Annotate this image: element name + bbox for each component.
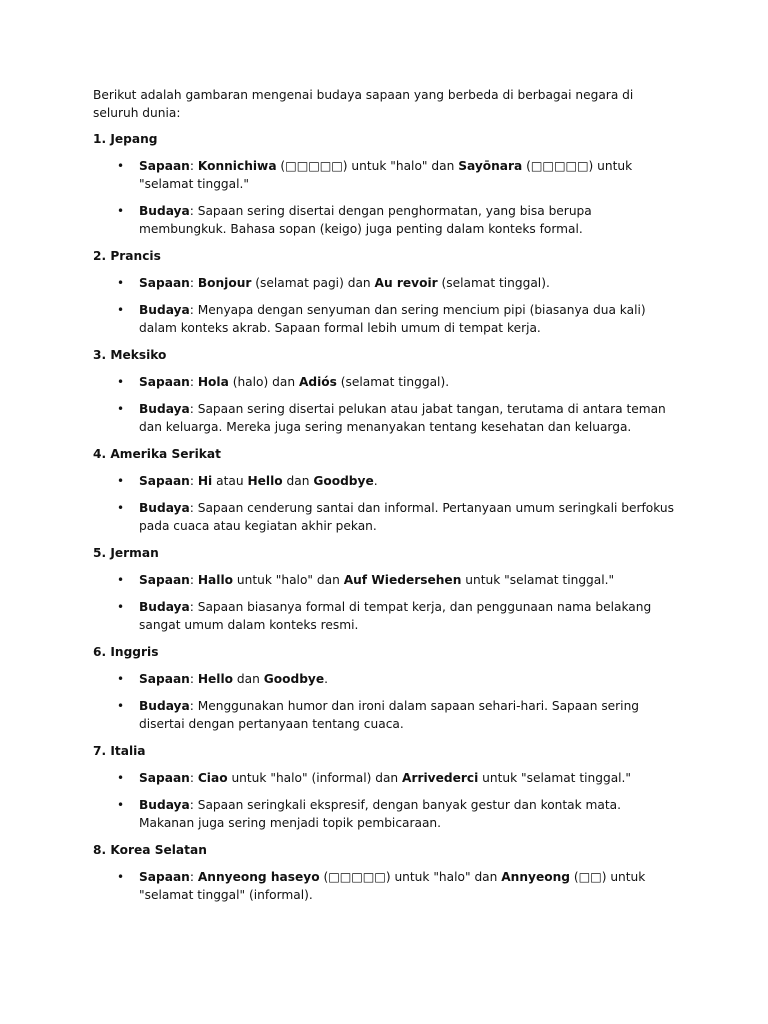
- item-label: Sapaan: [139, 573, 190, 587]
- bullet-list: [93, 472, 676, 535]
- item-text: dan: [233, 672, 264, 686]
- greeting-term: Konnichiwa: [197, 159, 277, 173]
- bullet-icon: •: [117, 501, 125, 515]
- item-text: (selamat pagi) dan: [251, 276, 375, 290]
- section-heading: 2. Prancis: [93, 249, 161, 263]
- bullet-list: [93, 373, 676, 436]
- bullet-icon: •: [117, 474, 125, 488]
- country-section: [93, 841, 676, 904]
- item-text: (selamat tinggal).: [437, 276, 550, 290]
- greeting-term: Goodbye: [263, 672, 325, 686]
- greeting-term: Au revoir: [374, 276, 438, 290]
- greeting-term: Auf Wiedersehen: [343, 573, 462, 587]
- list-item: • Sapaan: Ciao untuk "halo" (informal) dan Arrivederci untuk "selamat tinggal.": [117, 771, 632, 785]
- item-text: Sapaan seringkali ekspresif, dengan banyak gestur dan kontak mata. Makanan juga sering menjadi topik pembicaraan.: [139, 798, 622, 830]
- list-item: • Sapaan: Bonjour (selamat pagi) dan Au revoir (selamat tinggal).: [117, 276, 550, 290]
- item-label: Sapaan: [139, 375, 190, 389]
- item-text: Sapaan sering disertai dengan penghormatan, yang bisa berupa membungkuk. Bahasa sopan (keigo) juga penting dalam konteks formal.: [139, 204, 592, 236]
- bullet-icon: •: [117, 573, 125, 587]
- greeting-term: Bonjour: [197, 276, 252, 290]
- item-text: Sapaan biasanya formal di tempat kerja, dan penggunaan nama belakang sangat umum dalam konteks resmi.: [139, 600, 652, 632]
- list-item: • Budaya: Sapaan biasanya formal di tempat kerja, dan penggunaan nama belakang sangat umum dalam konteks resmi.: [117, 600, 652, 632]
- item-label: Sapaan: [139, 276, 190, 290]
- country-section: [93, 544, 676, 634]
- item-text: (□□□□□) untuk "halo" dan: [319, 870, 502, 884]
- item-text: (□□) untuk "selamat tinggal" (informal).: [139, 870, 646, 902]
- greeting-term: Hallo: [197, 573, 233, 587]
- list-item: • Sapaan: Konnichiwa (□□□□□) untuk "halo" dan Sayōnara (□□□□□) untuk "selamat tinggal.": [117, 159, 633, 191]
- item-text: dan: [282, 474, 314, 488]
- item-label: Sapaan: [139, 474, 190, 488]
- item-text: Menggunakan humor dan ironi dalam sapaan sehari-hari. Sapaan sering disertai dengan pertanyaan tentang cuaca.: [139, 699, 640, 731]
- bullet-icon: •: [117, 699, 125, 713]
- item-text: .: [324, 672, 329, 686]
- item-label: Budaya: [139, 600, 190, 614]
- list-item: • Sapaan: Hello dan Goodbye.: [117, 672, 329, 686]
- country-section: [93, 742, 676, 832]
- bullet-list: [93, 274, 676, 337]
- item-text: (halo) dan: [228, 375, 299, 389]
- item-label: Sapaan: [139, 771, 190, 785]
- item-label: Budaya: [139, 303, 190, 317]
- bullet-icon: •: [117, 870, 125, 884]
- intro-paragraph: Berikut adalah gambaran mengenai budaya sapaan yang berbeda di berbagai negara di seluruh dunia:: [93, 88, 634, 120]
- item-text: untuk "halo" (informal) dan: [227, 771, 403, 785]
- list-item: • Budaya: Sapaan seringkali ekspresif, dengan banyak gestur dan kontak mata. Makanan juga sering menjadi topik pembicaraan.: [117, 798, 622, 830]
- greeting-term: Arrivederci: [402, 771, 479, 785]
- item-text: (selamat tinggal).: [336, 375, 450, 389]
- greeting-term: Hello: [247, 474, 283, 488]
- list-item: • Sapaan: Hi atau Hello dan Goodbye.: [117, 474, 378, 488]
- section-heading: 7. Italia: [93, 744, 146, 758]
- list-item: • Sapaan: Annyeong haseyo (□□□□□) untuk "halo" dan Annyeong (□□) untuk "selamat tinggal" (informal).: [117, 870, 646, 902]
- bullet-icon: •: [117, 204, 125, 218]
- bullet-icon: •: [117, 600, 125, 614]
- section-heading: 5. Jerman: [93, 546, 159, 560]
- item-label: Sapaan: [139, 159, 190, 173]
- country-section: [93, 643, 676, 733]
- greeting-term: Goodbye: [313, 474, 374, 488]
- list-item: • Budaya: Menggunakan humor dan ironi dalam sapaan sehari-hari. Sapaan sering disertai dengan pertanyaan tentang cuaca.: [117, 699, 640, 731]
- greeting-term: Hola: [197, 375, 229, 389]
- bullet-list: [93, 769, 676, 832]
- item-text: (□□□□□) untuk "halo" dan: [276, 159, 459, 173]
- greeting-term: Adiós: [298, 375, 337, 389]
- item-text: (□□□□□) untuk "selamat tinggal.": [139, 159, 633, 191]
- list-item: • Sapaan: Hola (halo) dan Adiós (selamat tinggal).: [117, 375, 450, 389]
- item-label: Sapaan: [139, 870, 190, 884]
- sections-container: [93, 130, 676, 904]
- greeting-term: Hi: [197, 474, 213, 488]
- country-section: [93, 445, 676, 535]
- bullet-list: [93, 157, 676, 238]
- bullet-icon: •: [117, 672, 125, 686]
- bullet-icon: •: [117, 375, 125, 389]
- greeting-term: Hello: [197, 672, 234, 686]
- section-heading: 1. Jepang: [93, 132, 158, 146]
- item-text: .: [373, 474, 378, 488]
- greeting-term: Ciao: [197, 771, 228, 785]
- section-heading: 4. Amerika Serikat: [93, 447, 221, 461]
- item-text: untuk "selamat tinggal.": [478, 771, 632, 785]
- list-item: • Budaya: Sapaan sering disertai dengan penghormatan, yang bisa berupa membungkuk. Bahasa sopan (keigo) juga penting dalam konteks formal.: [117, 204, 592, 236]
- item-text: atau: [212, 474, 248, 488]
- item-label: Budaya: [139, 699, 190, 713]
- greeting-term: Sayōnara: [458, 159, 523, 173]
- item-label: Budaya: [139, 798, 190, 812]
- item-text: untuk "selamat tinggal.": [461, 573, 615, 587]
- bullet-list: [93, 670, 676, 733]
- bullet-icon: •: [117, 303, 125, 317]
- bullet-icon: •: [117, 771, 125, 785]
- item-text: Sapaan cenderung santai dan informal. Pertanyaan umum seringkali berfokus pada cuaca atau kegiatan akhir pekan.: [139, 501, 675, 533]
- item-text: untuk "halo" dan: [233, 573, 344, 587]
- country-section: [93, 130, 676, 238]
- item-label: Budaya: [139, 402, 190, 416]
- item-text: Menyapa dengan senyuman dan sering mencium pipi (biasanya dua kali) dalam konteks akrab. Sapaan formal lebih umum di tempat kerja.: [139, 303, 646, 335]
- country-section: [93, 247, 676, 337]
- bullet-list: [93, 571, 676, 634]
- item-label: Sapaan: [139, 672, 190, 686]
- greeting-term: Annyeong haseyo: [197, 870, 320, 884]
- list-item: • Sapaan: Hallo untuk "halo" dan Auf Wiedersehen untuk "selamat tinggal.": [117, 573, 615, 587]
- bullet-icon: •: [117, 798, 125, 812]
- bullet-icon: •: [117, 276, 125, 290]
- section-heading: 3. Meksiko: [93, 348, 167, 362]
- list-item: • Budaya: Menyapa dengan senyuman dan sering mencium pipi (biasanya dua kali) dalam konteks akrab. Sapaan formal lebih umum di tempat kerja.: [117, 303, 646, 335]
- bullet-icon: •: [117, 159, 125, 173]
- greeting-term: Annyeong: [501, 870, 571, 884]
- item-label: Budaya: [139, 204, 190, 218]
- section-heading: 6. Inggris: [93, 645, 159, 659]
- section-heading: 8. Korea Selatan: [93, 843, 207, 857]
- item-text: Sapaan sering disertai pelukan atau jabat tangan, terutama di antara teman dan keluarga. Mereka juga sering menanyakan tentang kesehatan dan keluarga.: [139, 402, 666, 434]
- bullet-icon: •: [117, 402, 125, 416]
- country-section: [93, 346, 676, 436]
- list-item: • Budaya: Sapaan cenderung santai dan informal. Pertanyaan umum seringkali berfokus pada cuaca atau kegiatan akhir pekan.: [117, 501, 675, 533]
- item-label: Budaya: [139, 501, 190, 515]
- bullet-list: [93, 868, 676, 904]
- list-item: • Budaya: Sapaan sering disertai pelukan atau jabat tangan, terutama di antara teman dan keluarga. Mereka juga sering menanyakan tentang kesehatan dan keluarga.: [117, 402, 666, 434]
